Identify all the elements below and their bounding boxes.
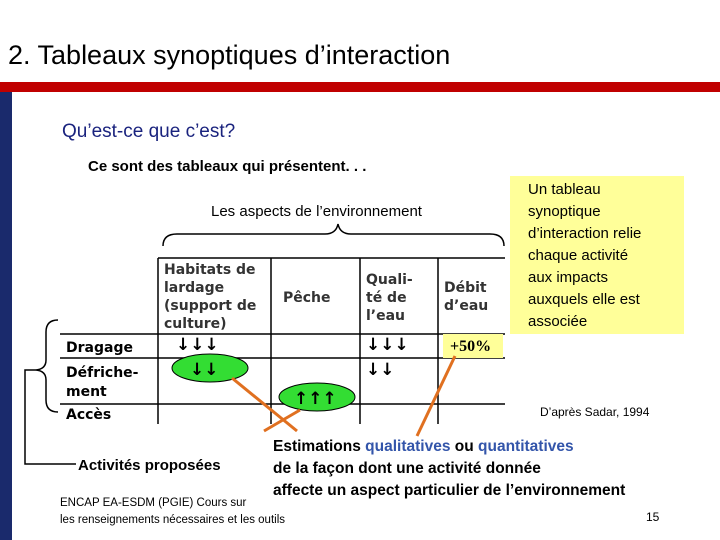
activities-label: Activités proposées	[78, 457, 221, 474]
definition-note	[510, 176, 684, 334]
note-line: synoptique	[528, 203, 601, 220]
estimation-line-3: affecte un aspect particulier de l’environnement	[273, 482, 626, 499]
note-line: auxquels elle est	[528, 291, 640, 308]
cell-defrichement-habitats: ↓↓	[190, 360, 219, 380]
source-citation: D’après Sadar, 1994	[540, 405, 650, 419]
environment-aspects-label: Les aspects de l’environnement	[211, 203, 422, 220]
footer-text	[60, 495, 285, 529]
column-header-peche: Pêche	[283, 290, 331, 306]
columns-brace	[163, 224, 504, 246]
cell-dragage-qualite: ↓↓↓	[366, 335, 409, 355]
footer-line: ENCAP EA-ESDM (PGIE) Cours sur	[60, 497, 247, 509]
note-line: aux impacts	[528, 269, 609, 286]
column-header-qualite-eau: Quali- té de l’eau	[366, 272, 413, 324]
estimation-line-2: de la façon dont une activité donnée	[273, 460, 541, 477]
cell-acces-peche: ↑↑↑	[294, 389, 337, 409]
page-number: 15	[646, 510, 660, 524]
cell-dragage-habitats: ↓↓↓	[176, 335, 219, 355]
row-header-dragage: Dragage	[66, 340, 133, 356]
note-line: Un tableau	[528, 181, 601, 198]
slide-title: 2. Tableaux synoptiques d’interaction	[8, 40, 451, 70]
row-header-defrichement: Défriche- ment	[66, 365, 139, 400]
footer-line: les renseignements nécessaires et les outils	[60, 514, 286, 526]
estimation-prefix: Estimations	[273, 438, 366, 455]
estimation-mid: ou	[450, 438, 479, 455]
note-line: associée	[528, 313, 588, 330]
qualitative-word: qualitatives	[365, 438, 451, 455]
column-header-habitats: Habitats de lardage (support de culture)	[164, 262, 257, 332]
column-header-debit-eau: Débit d’eau	[444, 280, 489, 314]
row-header-acces: Accès	[66, 407, 112, 423]
slide-subtitle: Qu’est-ce que c’est?	[62, 121, 236, 142]
note-line: d’interaction relie	[528, 225, 642, 242]
cell-dragage-debit: +50%	[450, 338, 492, 355]
intro-text: Ce sont des tableaux qui présentent. . .	[88, 158, 367, 175]
note-line: chaque activité	[528, 247, 629, 264]
cell-defrichement-qualite: ↓↓	[366, 360, 395, 380]
estimation-text	[273, 436, 625, 502]
rows-brace	[36, 320, 58, 412]
quantitative-word: quantitatives	[478, 438, 574, 455]
